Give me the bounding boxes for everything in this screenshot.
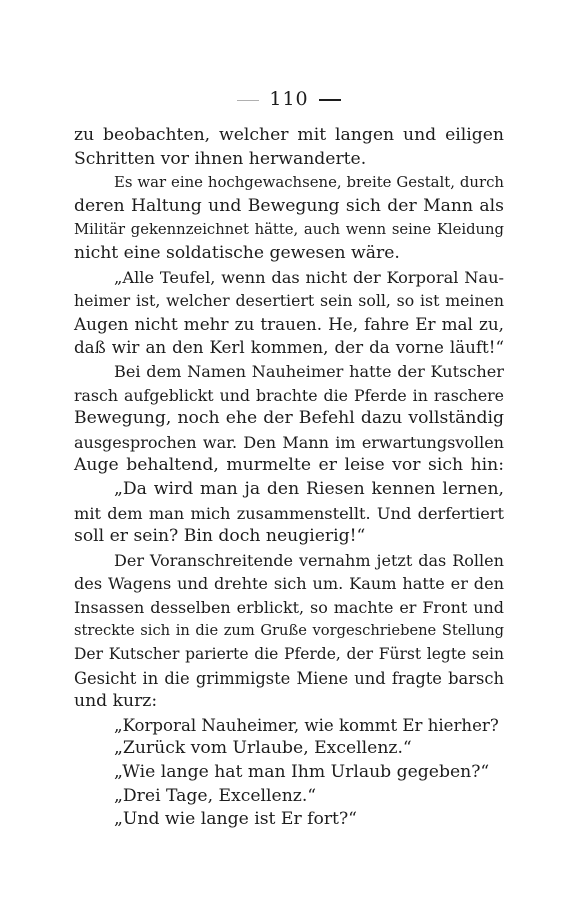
text-line: Militär gekennzeichnet hätte, auch wenn seine Kleidung bbox=[74, 221, 504, 239]
text-line: „Drei Tage, Excellenz.“ bbox=[114, 785, 317, 806]
page-header bbox=[0, 88, 578, 110]
text-line: Insassen desselben erblickt, so machte er Front und bbox=[74, 597, 504, 617]
text-line: Auge behaltend, murmelte er leise vor sich hin: bbox=[74, 455, 504, 476]
page-number: 110 bbox=[269, 88, 309, 110]
text-line: und kurz: bbox=[74, 691, 158, 712]
text-line: deren Haltung und Bewegung sich der Mann als bbox=[74, 195, 504, 216]
text-line: des Wagens und drehte sich um. Kaum hatte er den bbox=[74, 574, 504, 594]
text-line: Der Kutscher parierte die Pferde, der Fürst legte sein bbox=[74, 645, 504, 664]
text-line: daß wir an den Kerl kommen, der da vorne läuft!“ bbox=[74, 337, 504, 358]
text-line: Gesicht in die grimmigste Miene und fragte barsch bbox=[74, 668, 504, 688]
text-line: zu beobachten, welcher mit langen und eiligen bbox=[74, 125, 504, 145]
text-line: mit dem man mich zusammenstellt. Und derfertiert bbox=[74, 503, 504, 523]
header-dash-right bbox=[319, 99, 341, 101]
text-line: „Wie lange hat man Ihm Urlaub gegeben?“ bbox=[114, 762, 490, 783]
text-line: ausgesprochen war. Den Mann im erwartungsvollen bbox=[74, 432, 504, 452]
text-line: „Zurück vom Urlaube, Excellenz.“ bbox=[114, 738, 412, 759]
text-line: Es war eine hochgewachsene, breite Gestalt, durch bbox=[114, 173, 504, 192]
text-line: „Alle Teufel, wenn das nicht der Korporal Nau- bbox=[114, 267, 504, 287]
header-dash-left bbox=[237, 100, 259, 101]
body-text bbox=[74, 124, 504, 832]
text-line: „Da wird man ja den Riesen kennen lernen, bbox=[114, 478, 504, 499]
text-line: Bewegung, noch ehe der Befehl dazu vollständig bbox=[74, 408, 504, 429]
text-line: „Korporal Nauheimer, wie kommt Er hierher? bbox=[114, 715, 499, 735]
text-line: soll er sein? Bin doch neugierig!“ bbox=[74, 526, 366, 547]
text-line: Bei dem Namen Nauheimer hatte der Kutscher bbox=[114, 361, 504, 381]
text-line: „Und wie lange ist Er fort?“ bbox=[114, 809, 357, 830]
text-line: heimer ist, welcher desertiert sein soll, so ist meinen bbox=[74, 291, 504, 311]
text-line: Augen nicht mehr zu trauen. He, fahre Er mal zu, bbox=[74, 313, 504, 334]
text-line: rasch aufgeblickt und brachte die Pferde in raschere bbox=[74, 385, 504, 405]
text-line: Der Voranschreitende vernahm jetzt das Rollen bbox=[114, 550, 504, 570]
text-line: Schritten vor ihnen herwanderte. bbox=[74, 148, 367, 169]
text-line: nicht eine soldatische gewesen wäre. bbox=[74, 242, 400, 263]
text-line: streckte sich in die zum Gruße vorgeschriebene Stellung bbox=[74, 622, 504, 640]
